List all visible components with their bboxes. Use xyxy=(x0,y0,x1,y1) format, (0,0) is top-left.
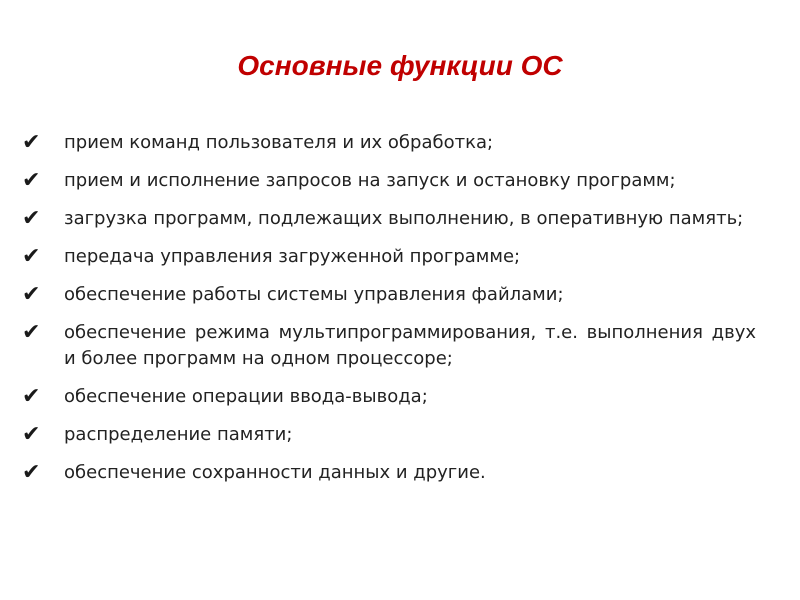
list-item xyxy=(22,282,756,308)
list-item-text: обеспечение работы системы управления файлами; xyxy=(64,284,564,305)
check-mark-icon: ✔ xyxy=(22,460,41,485)
list-item xyxy=(22,206,756,232)
check-mark-icon: ✔ xyxy=(22,168,41,193)
check-mark-icon: ✔ xyxy=(22,206,41,231)
list-item-text: обеспечение сохранности данных и другие. xyxy=(64,462,486,483)
check-mark-icon: ✔ xyxy=(22,282,41,307)
list-item-text: прием команд пользователя и их обработка; xyxy=(64,132,494,153)
list-item xyxy=(22,168,756,194)
check-mark-icon: ✔ xyxy=(22,320,41,345)
list-item-text: прием и исполнение запросов на запуск и остановку программ; xyxy=(64,170,676,191)
list-item-text: распределение памяти; xyxy=(64,424,293,445)
list-item-text: обеспечение режима мультипрограммирования, т.е. выполнения двух и более программ на одном процессоре; xyxy=(64,322,756,369)
list-item xyxy=(22,384,756,410)
check-mark-icon: ✔ xyxy=(22,244,41,269)
check-mark-icon: ✔ xyxy=(22,130,41,155)
list-item xyxy=(22,460,756,486)
list-item-text: передача управления загруженной программе; xyxy=(64,246,521,267)
functions-list xyxy=(22,130,756,498)
list-item xyxy=(22,320,756,372)
list-item-text: обеспечение операции ввода-вывода; xyxy=(64,386,428,407)
check-mark-icon: ✔ xyxy=(22,384,41,409)
list-item xyxy=(22,422,756,448)
slide-title: Основные функции ОС xyxy=(237,50,563,81)
list-item xyxy=(22,130,756,156)
list-item xyxy=(22,244,756,270)
check-mark-icon: ✔ xyxy=(22,422,41,447)
list-item-text: загрузка программ, подлежащих выполнению, в оперативную память; xyxy=(64,208,744,229)
